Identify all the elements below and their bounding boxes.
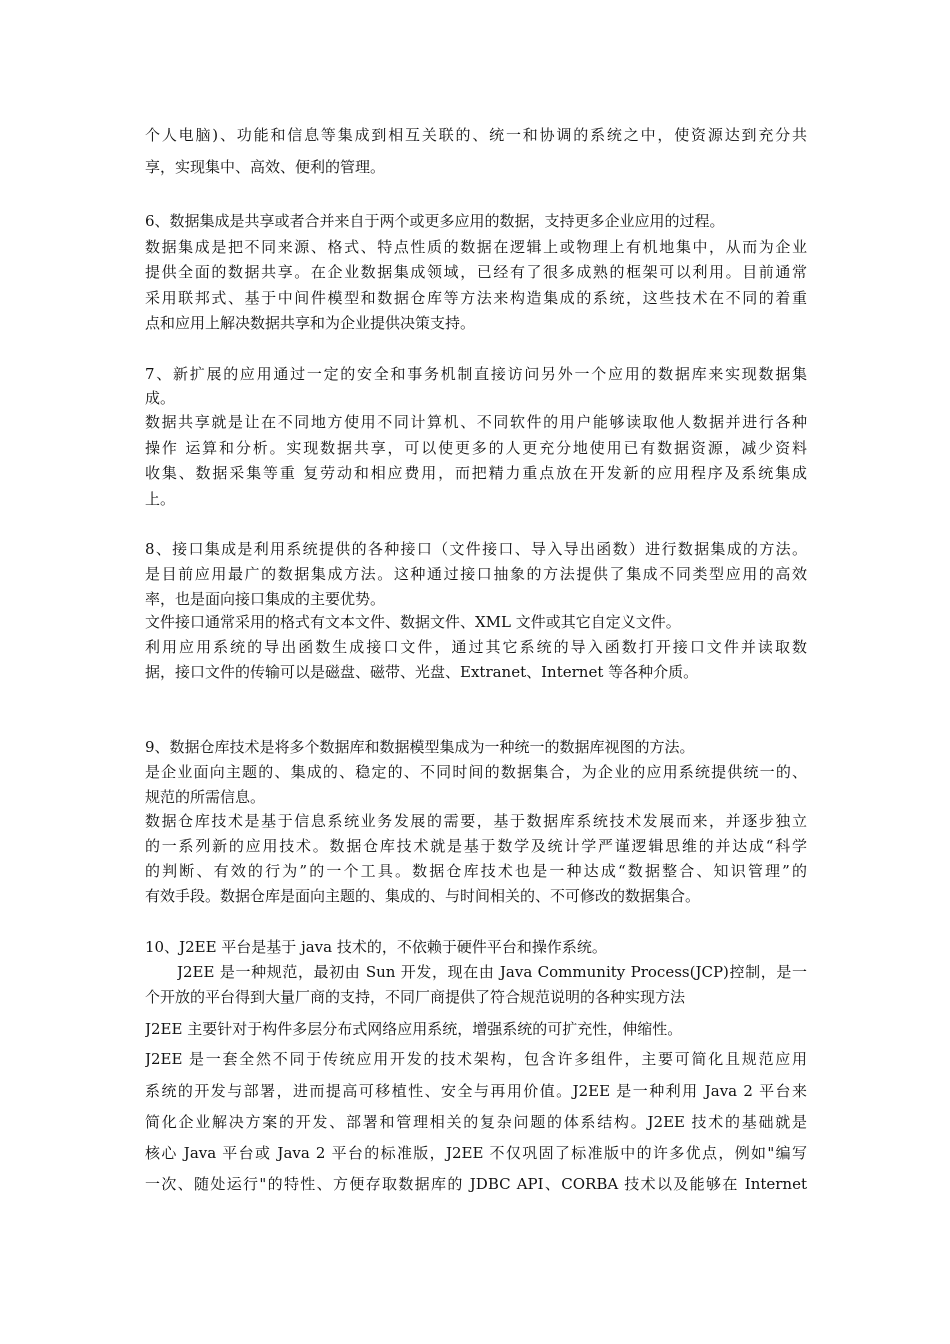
text-line: 上。 — [145, 490, 176, 508]
text-line: 规范的所需信息。 — [145, 788, 266, 806]
text-line: 数据集成是把不同来源、格式、特点性质的数据在逻辑上或物理上有机地集中，从而为企业 — [145, 238, 807, 256]
section-6-heading: 6、数据集成是共享或者合并来自于两个或更多应用的数据，支持更多企业应用的过程。 — [145, 212, 725, 230]
text-line: 享，实现集中、高效、便利的管理。 — [145, 158, 386, 176]
section-9-heading: 9、数据仓库技术是将多个数据库和数据模型集成为一种统一的数据库视图的方法。 — [145, 738, 695, 756]
text-line: 有效手段。数据仓库是面向主题的、集成的、与时间相关的、不可修改的数据集合。 — [145, 887, 701, 905]
text-line: 操作 运算和分析。实现数据共享，可以使更多的人更充分地使用已有数据资源，减少资料 — [145, 439, 807, 457]
text-line: 简化企业解决方案的开发、部署和管理相关的复杂问题的体系结构。J2EE 技术的基础就是 — [145, 1113, 807, 1131]
text-line: J2EE 主要针对于构件多层分布式网络应用系统，增强系统的可扩充性，伸缩性。 — [145, 1020, 683, 1038]
text-line: 是目前应用最广的数据集成方法。这种通过接口抽象的方法提供了集成不同类型应用的高效 — [145, 565, 807, 583]
section-8-heading: 8、接口集成是利用系统提供的各种接口（文件接口、导入导出函数）进行数据集成的方法。 — [145, 540, 807, 558]
text-line: 文件接口通常采用的格式有文本文件、数据文件、XML 文件或其它自定义文件。 — [145, 613, 681, 631]
text-line: 是企业面向主题的、集成的、稳定的、不同时间的数据集合，为企业的应用系统提供统一的、 — [145, 763, 807, 781]
text-line: 系统的开发与部署，进而提高可移植性、安全与再用价值。J2EE 是一种利用 Java 2 平台来 — [145, 1082, 807, 1100]
text-line: 收集、数据采集等重 复劳动和相应费用，而把精力重点放在开发新的应用程序及系统集成 — [145, 464, 807, 482]
text-line: 成。 — [145, 389, 176, 407]
text-line: J2EE 是一套全然不同于传统应用开发的技术架构，包含许多组件，主要可简化且规范应用 — [145, 1050, 807, 1068]
text-line: 一次、随处运行"的特性、方便存取数据库的 JDBC API、CORBA 技术以及能够在 Internet — [145, 1175, 807, 1193]
text-line: 数据仓库技术是基于信息系统业务发展的需要，基于数据库系统技术发展而来，并逐步独立 — [145, 812, 807, 830]
text-line: 个开放的平台得到大量厂商的支持，不同厂商提供了符合规范说明的各种实现方法 — [145, 988, 686, 1006]
text-line: J2EE 是一种规范，最初由 Sun 开发，现在由 Java Community Process(JCP)控制，是一 — [177, 963, 807, 981]
text-line: 的判断、有效的行为”的一个工具。数据仓库技术也是一种达成“数据整合、知识管理”的 — [145, 862, 807, 880]
text-line: 利用应用系统的导出函数生成接口文件，通过其它系统的导入函数打开接口文件并读取数 — [145, 638, 807, 656]
section-7-heading: 7、新扩展的应用通过一定的安全和事务机制直接访问另外一个应用的数据库来实现数据集 — [145, 365, 807, 383]
text-line: 提供全面的数据共享。在企业数据集成领域，已经有了很多成熟的框架可以利用。目前通常 — [145, 263, 807, 281]
text-line: 率，也是面向接口集成的主要优势。 — [145, 590, 386, 608]
text-line: 据，接口文件的传输可以是磁盘、磁带、光盘、Extranet、Internet 等各种介质。 — [145, 663, 699, 681]
section-10-heading: 10、J2EE 平台是基于 java 技术的，不依赖于硬件平台和操作系统。 — [145, 938, 607, 956]
text-line: 个人电脑)、功能和信息等集成到相互关联的、统一和协调的系统之中，使资源达到充分共 — [145, 126, 807, 144]
text-line: 的一系列新的应用技术。数据仓库技术就是基于数学及统计学严谨逻辑思维的并达成“科学 — [145, 837, 807, 855]
text-line: 数据共享就是让在不同地方使用不同计算机、不同软件的用户能够读取他人数据并进行各种 — [145, 413, 807, 431]
text-line: 采用联邦式、基于中间件模型和数据仓库等方法来构造集成的系统，这些技术在不同的着重 — [145, 289, 807, 307]
text-line: 核心 Java 平台或 Java 2 平台的标准版，J2EE 不仅巩固了标准版中的许多优点，例如"编写 — [145, 1144, 807, 1162]
text-line: 点和应用上解决数据共享和为企业提供决策支持。 — [145, 314, 476, 332]
